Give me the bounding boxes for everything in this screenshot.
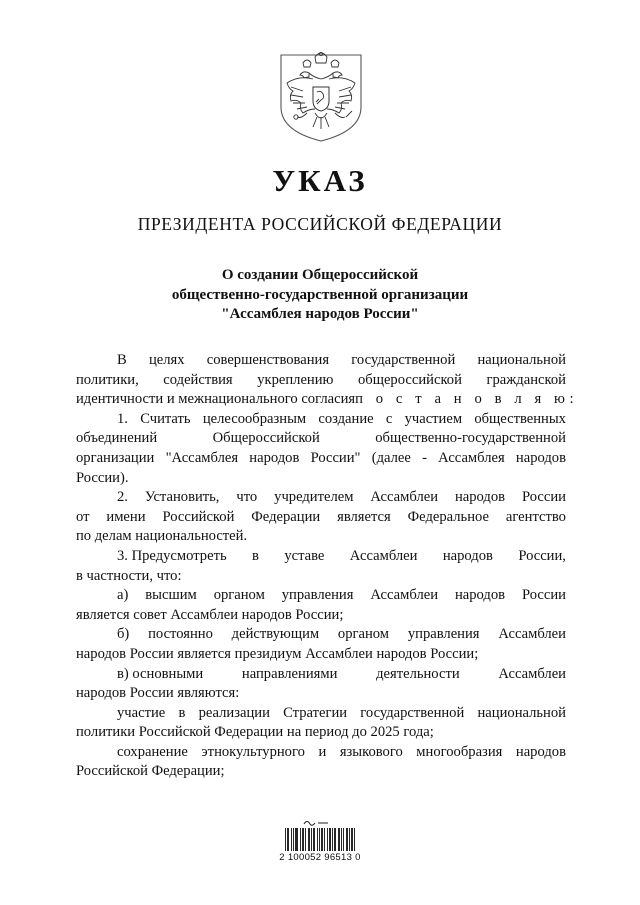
body-line [76, 390, 579, 410]
barcode-bar [346, 828, 347, 851]
body-word: укреплению [257, 371, 334, 388]
body-word: гражданской [486, 371, 566, 388]
body-line [76, 743, 566, 763]
barcode-bar [313, 828, 314, 851]
body-word: уставе [284, 547, 325, 564]
body-word: действующим [231, 626, 320, 643]
barcode-bar [329, 828, 330, 851]
body-word: "Ассамблея [165, 449, 239, 466]
barcode-number: 2 100052 96513 0 [279, 852, 361, 863]
body-word: языкового [339, 743, 403, 760]
body-word: - [422, 449, 427, 466]
body-word: Ассамблеи [370, 489, 439, 506]
body-word: постоянно [148, 626, 213, 643]
barcode [0, 818, 640, 863]
body-word: создание [318, 410, 374, 427]
body-word: 1. [117, 410, 128, 427]
body-word: Ассамблея [438, 449, 505, 466]
barcode-bar [349, 828, 350, 851]
barcode-bar [311, 828, 312, 851]
barcode-bar [288, 828, 289, 851]
body-word: целях [148, 352, 185, 368]
barcode-bar [332, 828, 333, 851]
barcode-bar [297, 828, 298, 851]
barcode-bar [308, 828, 309, 851]
stamp-mark [304, 822, 328, 826]
body-line [76, 684, 566, 704]
body-word: России [521, 587, 566, 604]
body-word: народов [515, 743, 566, 760]
body-word: учредителем [274, 489, 354, 506]
body-line [76, 351, 566, 371]
body-line [76, 625, 566, 645]
barcode-bar [296, 828, 297, 851]
barcode-bar [339, 828, 340, 851]
document-subtitle: ПРЕЗИДЕНТА РОССИЙСКОЙ ФЕДЕРАЦИИ [137, 214, 503, 234]
body-word: с [385, 410, 393, 427]
decree-body [76, 351, 579, 782]
body-line [76, 645, 566, 665]
body-word: в [178, 704, 186, 721]
body-word: в) основными [117, 665, 204, 682]
body-word: Общероссийской [212, 430, 320, 447]
body-word: Считать [140, 410, 191, 427]
body-word: народов России является президиум Ассамблеи народов России; [76, 645, 479, 662]
body-word: национальной [477, 704, 566, 721]
body-word: народов [515, 449, 566, 466]
body-word: управления [281, 587, 354, 604]
heading-line: общественно-государственной организации [171, 286, 469, 303]
body-word: а) [117, 587, 129, 604]
body-word: 3. Предусмотреть [117, 547, 227, 564]
body-word: п о с т а н о в л я ю: [355, 391, 579, 408]
barcode-bar [319, 828, 320, 851]
barcode-bar [309, 828, 310, 851]
body-word: высшим [145, 587, 197, 604]
body-word: агентство [505, 508, 566, 525]
body-word: организации [76, 449, 155, 466]
body-line [76, 527, 566, 547]
body-line [76, 704, 566, 724]
body-line [76, 723, 566, 743]
body-word: по делам национальностей. [76, 528, 248, 545]
barcode-bar [351, 828, 352, 851]
body-word: 2. [117, 489, 128, 506]
body-word: В [117, 352, 127, 368]
barcode-bar [322, 828, 323, 851]
body-word: Федеральное [407, 508, 489, 525]
barcode-bar [324, 828, 325, 851]
body-word: государственной [360, 704, 465, 721]
barcode-bar [287, 828, 288, 851]
body-line [76, 429, 566, 449]
barcode-bar [317, 828, 318, 851]
decree-heading [0, 266, 640, 325]
body-word: этнокультурного [201, 743, 305, 760]
barcode-bar [293, 828, 294, 851]
barcode-bar [354, 828, 355, 851]
body-word: участием [404, 410, 463, 427]
barcode-bar [343, 828, 344, 851]
body-word: объединений [76, 430, 158, 447]
barcode-bar [330, 828, 331, 851]
body-line [76, 469, 566, 489]
body-word: Российской [162, 508, 235, 525]
body-word: органом [337, 626, 390, 643]
barcode-bar [295, 828, 296, 851]
body-word: Ассамблеи [498, 626, 566, 643]
body-word: народов [454, 587, 506, 604]
body-line [76, 665, 566, 685]
body-word: народов [442, 547, 493, 564]
barcode-bar [305, 828, 306, 851]
barcode-bar [347, 828, 348, 851]
body-word: целесообразным [202, 410, 307, 427]
barcode-bar [285, 828, 286, 851]
body-word: идентичности и межнационального согласия [76, 391, 356, 408]
coat-of-arms-icon [279, 47, 363, 143]
body-word: деятельности [376, 665, 460, 682]
body-word: Установить, [144, 489, 220, 506]
barcode-bar [334, 828, 335, 851]
body-word: Ассамблеи [498, 665, 566, 682]
body-word: общероссийской [358, 371, 462, 388]
body-word: участие [117, 704, 166, 721]
body-line [76, 762, 566, 782]
body-word: политики Российской Федерации на период до 2025 года; [76, 724, 434, 741]
body-word: России [521, 489, 566, 506]
body-line [76, 508, 566, 528]
body-line [76, 606, 566, 626]
body-word: Стратегии [283, 704, 348, 721]
body-word: многообразия [416, 743, 503, 760]
body-line [76, 371, 566, 391]
body-line [76, 567, 566, 587]
body-word: России, [518, 547, 566, 564]
barcode-bar [303, 828, 304, 851]
document-title: УКАЗ [272, 163, 368, 198]
body-word: направлениями [241, 665, 338, 682]
body-word: (далее [371, 449, 411, 466]
body-word: реализации [198, 704, 270, 721]
body-line [76, 586, 566, 606]
body-word: национальной [477, 352, 566, 368]
body-word: общественных [474, 410, 566, 427]
body-word: в частности, что: [76, 567, 182, 584]
body-word: политики, [76, 371, 139, 388]
barcode-bar [327, 828, 328, 851]
body-line [76, 488, 566, 508]
body-word: Российской Федерации; [76, 763, 225, 780]
body-word: России). [76, 469, 129, 486]
body-word: является совет Ассамблеи народов России; [76, 606, 344, 623]
body-word: Федерации [251, 508, 321, 525]
body-word: имени [106, 508, 146, 525]
barcode-bar [300, 828, 301, 851]
barcode-bar [314, 828, 315, 851]
body-word: Ассамблеи [370, 587, 439, 604]
body-word: совершенствования [206, 352, 330, 368]
body-word: народов России являются: [76, 685, 240, 702]
body-word: органом [213, 587, 265, 604]
barcode-bar [302, 828, 303, 851]
body-word: в [252, 547, 259, 564]
body-word: является [337, 508, 391, 525]
body-word: управления [407, 626, 480, 643]
body-word: от [76, 508, 90, 525]
barcode-bar [338, 828, 339, 851]
body-word: народов [454, 489, 506, 506]
body-word: России" [310, 449, 361, 466]
body-word: народов [249, 449, 300, 466]
body-word: содействия [163, 371, 233, 388]
body-word: сохранение [117, 743, 188, 760]
barcode-bar [341, 828, 342, 851]
body-word: б) [117, 626, 130, 643]
body-line [76, 449, 566, 469]
body-word: и [318, 743, 327, 760]
barcode-bar [291, 828, 292, 851]
body-word: общественно-государственной [375, 430, 566, 447]
body-line [76, 547, 566, 567]
barcode-bar [321, 828, 322, 851]
heading-line: "Ассамблея народов России" [221, 306, 419, 322]
barcode-bar [352, 828, 353, 851]
barcode-bar [335, 828, 336, 851]
barcode-icon [280, 818, 360, 852]
body-word: государственной [351, 352, 456, 368]
heading-line: О создании Общероссийской [221, 267, 419, 283]
body-line [76, 410, 566, 430]
body-word: что [236, 489, 258, 506]
body-word: Ассамблеи [349, 547, 418, 564]
